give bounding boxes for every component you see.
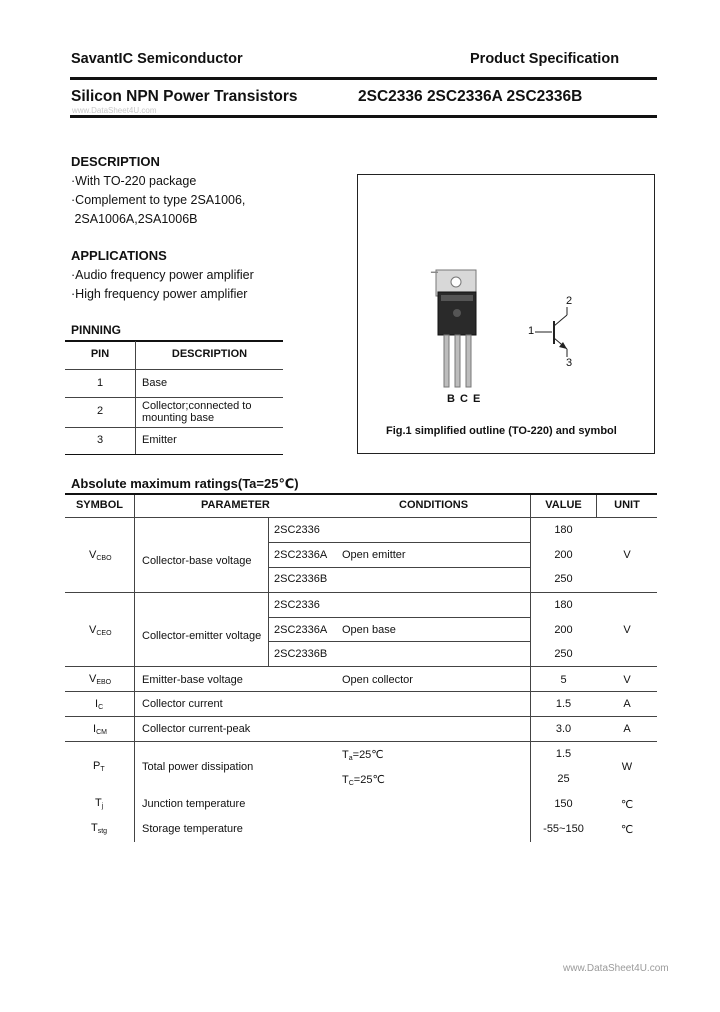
cond-vebo: Open collector [342, 674, 413, 686]
param-ic: Collector current [142, 698, 223, 710]
cond-vcbo: Open emitter [342, 549, 406, 561]
ratings-col-unit: UNIT [614, 499, 640, 511]
lead-collector [455, 335, 460, 387]
part-numbers: 2SC2336 2SC2336A 2SC2336B [358, 88, 583, 105]
ratings-rule-top [65, 493, 657, 495]
symbol-vceo: $V_{CEO}$ [89, 624, 112, 637]
description-line: 2SA1006A,2SA1006B [71, 212, 198, 226]
unit-cell: V [623, 674, 631, 686]
ratings-rule [65, 741, 657, 742]
lead-base [444, 335, 449, 387]
ratings-subrule [268, 617, 530, 618]
symbol-tj: $T_j$ [95, 797, 104, 810]
ratings-rule [65, 666, 657, 667]
cond-vceo: Open base [342, 624, 396, 636]
value-cell: 1.5 [555, 698, 572, 710]
ratings-rule [65, 517, 657, 518]
symbol-vebo: $V_{EBO}$ [89, 673, 112, 686]
type-name: 2SC2336B [274, 648, 328, 660]
ratings-col-value: VALUE [545, 499, 582, 511]
ratings-subrule [268, 542, 530, 543]
pin-description: Collector;connected to [142, 400, 252, 412]
package-marking [453, 309, 461, 317]
application-line: ·Audio frequency power amplifier [71, 268, 254, 282]
param-vebo: Emitter-base voltage [142, 674, 243, 686]
to220-package-drawing [357, 174, 655, 454]
type-name: 2SC2336A [274, 624, 328, 636]
pinning-col-pin: PIN [90, 348, 110, 360]
ratings-col-conditions: CONDITIONS [399, 499, 469, 511]
symbol-pt: $P_T$ [93, 760, 105, 773]
param-tstg: Storage temperature [142, 823, 243, 835]
lead-emitter [466, 335, 471, 387]
param-icm: Collector current-peak [142, 723, 251, 735]
ratings-title: Absolute maximum ratings(Ta=25℃) [71, 476, 299, 491]
unit-cell: V [623, 549, 631, 561]
pin-number: 3 [96, 434, 104, 446]
value-cell: 1.5 [555, 748, 572, 760]
pin-description: mounting base [142, 412, 215, 424]
pin-description: Emitter [142, 434, 177, 446]
symbol-icm: $I_{CM}$ [93, 723, 107, 736]
description-line: ·With TO-220 package [71, 174, 197, 188]
product-family: Silicon NPN Power Transistors [71, 88, 298, 105]
package-body-highlight [441, 295, 473, 301]
pin-number: 1 [96, 377, 104, 389]
ratings-subrule [268, 641, 530, 642]
header-rule-top [70, 77, 657, 80]
description-line: ·Complement to type 2SA1006, [71, 193, 246, 207]
pinning-title: PINNING [71, 323, 122, 337]
unit-cell: A [623, 723, 631, 735]
unit-cell: ℃ [620, 799, 634, 811]
value-cell: 250 [554, 648, 573, 660]
type-name: 2SC2336 [274, 599, 320, 611]
description-title: DESCRIPTION [71, 154, 160, 169]
cond-pt-tc: $T_C=25℃$ [342, 774, 385, 787]
pinning-col-desc: DESCRIPTION [171, 348, 248, 360]
symbol-pin-2: 2 [566, 295, 573, 307]
value-cell: 180 [554, 599, 573, 611]
pinning-rule [65, 340, 283, 342]
cond-pt-ta: $T_a=25℃$ [342, 749, 384, 762]
package-pin-labels: B C E [447, 393, 482, 405]
ratings-col-divider [530, 495, 531, 842]
company-name: SavantIC Semiconductor [71, 51, 243, 67]
header-rule-bottom [70, 115, 657, 118]
pinning-rule [65, 454, 283, 455]
type-name: 2SC2336B [274, 573, 328, 585]
pinning-rule [65, 397, 283, 398]
pinning-rule [65, 427, 283, 428]
ratings-type-divider [268, 517, 269, 666]
value-cell: 250 [554, 573, 573, 585]
value-cell: 3.0 [555, 723, 572, 735]
unit-cell: ℃ [620, 824, 634, 836]
figure-caption: Fig.1 simplified outline (TO-220) and symbol [386, 425, 617, 437]
value-cell: -55~150 [543, 823, 584, 835]
ratings-rule [65, 592, 657, 593]
value-cell: 5 [560, 674, 567, 686]
pinning-rule [65, 369, 283, 370]
param-pt: Total power dissipation [142, 761, 254, 773]
symbol-vcbo: $V_{CBO}$ [89, 549, 112, 562]
ratings-subrule [268, 567, 530, 568]
ratings-rule [65, 716, 657, 717]
ratings-col-symbol: SYMBOL [75, 499, 124, 511]
pin-description: Base [142, 377, 168, 389]
unit-cell: V [623, 624, 631, 636]
value-cell: 180 [554, 524, 573, 536]
param-vceo: Collector-emitter voltage [142, 630, 262, 642]
symbol-pin-3: 3 [566, 357, 573, 369]
value-cell: 150 [554, 798, 573, 810]
unit-cell: A [623, 698, 631, 710]
footer-watermark: www.DataSheet4U.com [563, 963, 669, 974]
unit-cell: W [621, 761, 633, 773]
ratings-col-divider [134, 495, 135, 842]
package-corner-mark: ▔ [431, 272, 438, 282]
ratings-rule [65, 691, 657, 692]
symbol-pin-1: 1 [528, 325, 535, 337]
type-name: 2SC2336A [274, 549, 328, 561]
mounting-hole [451, 277, 461, 287]
applications-title: APPLICATIONS [71, 248, 167, 263]
application-line: ·High frequency power amplifier [71, 287, 248, 301]
param-vcbo: Collector-base voltage [142, 555, 252, 567]
type-name: 2SC2336 [274, 524, 320, 536]
pin-number: 2 [96, 405, 104, 417]
value-cell: 200 [554, 549, 573, 561]
value-cell: 25 [557, 773, 570, 785]
value-cell: 200 [554, 624, 573, 636]
symbol-tstg: $T_{stg}$ [91, 822, 108, 835]
symbol-ic: $I_C$ [95, 698, 104, 711]
param-tj: Junction temperature [142, 798, 246, 810]
header-watermark: www.DataSheet4U.com [72, 106, 157, 115]
ratings-col-parameter: PARAMETER [201, 499, 270, 511]
doc-type: Product Specification [470, 51, 620, 67]
symbol-collector-line [554, 315, 567, 326]
